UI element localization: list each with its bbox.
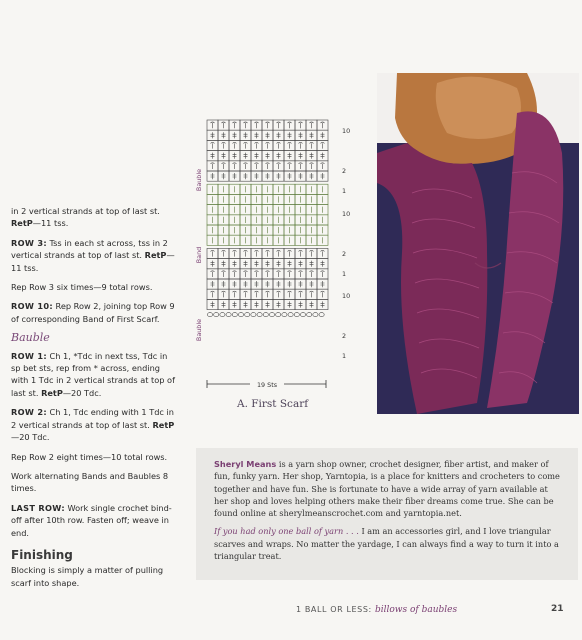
width-label: 19 Sts [256, 381, 278, 389]
stitch-symbol [299, 173, 303, 179]
stitch-symbol [299, 261, 303, 267]
stitch-symbol [244, 271, 248, 277]
instruction-row-10: ROW 10: Rep Row 2, joining top Row 9 of corresponding Band of First Scarf. [11, 301, 175, 324]
stitch-symbol [222, 261, 226, 267]
stitch-symbol [255, 132, 259, 138]
stitch-symbol [233, 153, 237, 159]
stitch-symbol [222, 122, 226, 128]
stitch-symbol [244, 281, 248, 287]
stitch-symbol [244, 122, 248, 128]
stitch-symbol [288, 250, 292, 256]
stitch-chart-graphic [190, 112, 380, 402]
stitch-symbol [310, 291, 314, 297]
stitch-symbol [310, 261, 314, 267]
chart-caption: A. First Scarf [237, 398, 309, 410]
bio-paragraph: Sheryl Means is a yarn shop owner, crochet designer, fiber artist, and maker of fun, funky yarn. Her shop, Yarntopia, is a place for knitters and crocheters to come together and have fun. She is fortunate to have a wide array of yarn available at her shop and loves helping others make their fiber dreams come true. She can be found online at sherylmeanscrochet.com and yarntopia.net. [214, 459, 560, 519]
row-number: 10 [342, 210, 351, 218]
chain-stitch [282, 313, 287, 317]
stitch-symbol [211, 261, 215, 267]
stitch-symbol [277, 173, 281, 179]
stitch-symbol [255, 271, 259, 277]
stitch-symbol [266, 173, 270, 179]
stitch-symbol [222, 173, 226, 179]
stitch-symbol [277, 132, 281, 138]
stitch-symbol [244, 250, 248, 256]
stitch-symbol [288, 271, 292, 277]
stitch-symbol [321, 163, 325, 169]
stitch-symbol [288, 301, 292, 307]
stitch-symbol [310, 281, 314, 287]
stitch-symbol [222, 132, 226, 138]
stitch-symbol [233, 173, 237, 179]
row-number: 2 [342, 332, 347, 340]
stitch-symbol [277, 250, 281, 256]
stitch-symbol [222, 271, 226, 277]
stitch-symbol [244, 132, 248, 138]
width-indicator [207, 379, 326, 389]
chain-stitch [251, 313, 256, 317]
stitch-symbol [299, 271, 303, 277]
stitch-symbol [321, 261, 325, 267]
stitch-symbol [288, 142, 292, 148]
stitch-symbol [255, 261, 259, 267]
scarf-photo [377, 73, 579, 414]
stitch-symbol [277, 281, 281, 287]
stitch-symbol [266, 122, 270, 128]
stitch-symbol [255, 122, 259, 128]
stitch-symbol [299, 250, 303, 256]
stitch-symbol [310, 142, 314, 148]
section-label-bauble-top: Bauble [195, 168, 203, 192]
instruction-row-3: ROW 3: Tss in each st across, tss in 2 vertical strands at top of last st. RetP—11 tss. [11, 237, 175, 273]
stitch-symbol [288, 132, 292, 138]
stitch-symbol [321, 142, 325, 148]
row-numbers [342, 127, 350, 360]
chain-stitch [313, 313, 318, 317]
row-number: 1 [342, 187, 347, 195]
stitch-symbol [222, 291, 226, 297]
stitch-symbol [233, 250, 237, 256]
stitch-symbol [222, 163, 226, 169]
stitch-symbol [321, 291, 325, 297]
stitch-symbol [211, 281, 215, 287]
foundation-chain [207, 313, 324, 317]
stitch-symbol [299, 163, 303, 169]
stitch-symbol [211, 132, 215, 138]
stitch-symbol [288, 153, 292, 159]
stitch-symbol [310, 271, 314, 277]
bio-text [214, 458, 564, 568]
stitch-symbol [222, 250, 226, 256]
bauble-row-2: ROW 2: Ch 1, Tdc ending with 1 Tdc in 2 vertical strands at top of last st. RetP—20 Tdc. [11, 407, 175, 443]
stitch-symbol [299, 132, 303, 138]
row-number: 1 [342, 270, 347, 278]
stitch-symbol [211, 153, 215, 159]
stitch-symbol [299, 291, 303, 297]
chart-grid [207, 120, 328, 310]
stitch-symbol [288, 173, 292, 179]
stitch-symbol [244, 291, 248, 297]
stitch-symbol [244, 153, 248, 159]
stitch-symbol [321, 153, 325, 159]
stitch-symbol [277, 153, 281, 159]
chain-stitch [263, 313, 268, 317]
stitch-chart [190, 112, 380, 422]
bauble-subheading: Bauble [11, 331, 50, 345]
alternating-note: Work alternating Bands and Baubles 8 times. [11, 470, 169, 494]
stitch-symbol [244, 142, 248, 148]
row-number: 10 [342, 292, 351, 300]
stitch-symbol [321, 301, 325, 307]
stitch-symbol [266, 163, 270, 169]
stitch-symbol [288, 281, 292, 287]
stitch-symbol [255, 163, 259, 169]
stitch-symbol [288, 163, 292, 169]
chain-stitch [226, 313, 231, 317]
chain-stitch [232, 313, 237, 317]
stitch-symbol [222, 301, 226, 307]
stitch-symbol [266, 142, 270, 148]
stitch-symbol [277, 261, 281, 267]
stitch-symbol [255, 153, 259, 159]
stitch-symbol [211, 271, 215, 277]
stitch-symbol [255, 142, 259, 148]
stitch-symbol [233, 301, 237, 307]
stitch-symbol [299, 122, 303, 128]
stitch-symbol [233, 122, 237, 128]
bauble-row-1: ROW 1: Ch 1, *Tdc in next tss, Tdc in sp bet sts, rep from * across, ending with 1 Tdc in 2 vertical strands at top of last st. RetP—20 Tdc. [11, 350, 175, 398]
chain-stitch [276, 313, 281, 317]
stitch-symbol [222, 153, 226, 159]
stitch-symbol [288, 261, 292, 267]
stitch-symbol [233, 281, 237, 287]
stitch-symbol [233, 132, 237, 138]
stitch-symbol [211, 173, 215, 179]
chain-stitch [245, 313, 250, 317]
stitch-symbol [211, 142, 215, 148]
stitch-symbol [277, 122, 281, 128]
stitch-symbol [277, 142, 281, 148]
stitch-symbol [299, 142, 303, 148]
chain-stitch [257, 313, 262, 317]
chain-stitch [319, 313, 324, 317]
stitch-symbol [266, 291, 270, 297]
stitch-symbol [266, 281, 270, 287]
stitch-symbol [211, 163, 215, 169]
stitch-symbol [233, 142, 237, 148]
stitch-symbol [255, 301, 259, 307]
running-footer: 1 BALL OR LESS: billows of baubles [296, 605, 458, 615]
bio-quote: If you had only one ball of yarn . . . I am an accessories girl, and I love triangular scarves and wraps. No matter the yardage, I can always find a way to turn it into a triangular treat. [214, 526, 559, 562]
stitch-symbol [266, 271, 270, 277]
stitch-symbol [266, 250, 270, 256]
stitch-symbol [255, 291, 259, 297]
stitch-symbol [277, 301, 281, 307]
bauble-repeat: Rep Row 2 eight times—10 total rows. [11, 451, 168, 462]
stitch-symbol [310, 153, 314, 159]
stitch-symbol [321, 122, 325, 128]
stitch-symbol [211, 250, 215, 256]
stitch-symbol [321, 173, 325, 179]
chain-stitch [288, 313, 293, 317]
stitch-symbol [321, 132, 325, 138]
stitch-symbol [321, 271, 325, 277]
stitch-symbol [288, 291, 292, 297]
stitch-symbol [310, 163, 314, 169]
row-number: 2 [342, 167, 347, 175]
stitch-symbol [310, 301, 314, 307]
chain-stitch [294, 313, 299, 317]
stitch-symbol [233, 271, 237, 277]
stitch-symbol [310, 250, 314, 256]
designer-name: Sheryl Means [214, 459, 277, 469]
section-label-band: Band [195, 246, 203, 264]
stitch-symbol [321, 281, 325, 287]
stitch-symbol [222, 142, 226, 148]
stitch-symbol [255, 281, 259, 287]
stitch-symbol [233, 163, 237, 169]
designer-bio-box [196, 448, 578, 580]
page-number: 21 [551, 604, 564, 614]
stitch-symbol [211, 301, 215, 307]
section-label-bauble-bottom: Bauble [195, 318, 203, 342]
chain-stitch [307, 313, 312, 317]
instruction-paragraph: in 2 vertical strands at top of last st. RetP—11 tss. [11, 206, 160, 229]
stitch-symbol [244, 261, 248, 267]
stitch-symbol [288, 122, 292, 128]
finishing-heading: Finishing [11, 547, 73, 562]
stitch-symbol [266, 132, 270, 138]
stitch-symbol [244, 301, 248, 307]
stitch-symbol [266, 261, 270, 267]
stitch-symbol [255, 173, 259, 179]
stitch-symbol [244, 173, 248, 179]
row-number: 10 [342, 127, 351, 135]
chain-stitch [214, 313, 219, 317]
instruction-repeat: Rep Row 3 six times—9 total rows. [11, 282, 153, 293]
stitch-symbol [299, 301, 303, 307]
stitch-symbol [255, 250, 259, 256]
stitch-symbol [233, 261, 237, 267]
stitch-symbol [277, 163, 281, 169]
row-number: 1 [342, 352, 347, 360]
stitch-symbol [310, 132, 314, 138]
stitch-symbol [211, 122, 215, 128]
finishing-text: Blocking is simply a matter of pulling scarf into shape. [11, 565, 164, 588]
stitch-symbol [310, 173, 314, 179]
stitch-symbol [310, 122, 314, 128]
row-number: 2 [342, 250, 347, 258]
stitch-symbol [277, 291, 281, 297]
chain-stitch [238, 313, 243, 317]
chain-stitch [220, 313, 225, 317]
scarf-photo-graphic [377, 73, 579, 414]
stitch-symbol [266, 153, 270, 159]
stitch-symbol [277, 271, 281, 277]
chain-stitch [300, 313, 305, 317]
stitch-symbol [222, 281, 226, 287]
stitch-symbol [299, 281, 303, 287]
chain-stitch [207, 313, 212, 317]
last-row: LAST ROW: Work single crochet bind-off after 10th row. Fasten off; weave in end. [11, 502, 172, 538]
stitch-symbol [266, 301, 270, 307]
stitch-symbol [211, 291, 215, 297]
stitch-symbol [233, 291, 237, 297]
stitch-symbol [299, 153, 303, 159]
stitch-symbol [244, 163, 248, 169]
instructions-column [11, 205, 179, 596]
stitch-symbol [321, 250, 325, 256]
chain-stitch [269, 313, 274, 317]
